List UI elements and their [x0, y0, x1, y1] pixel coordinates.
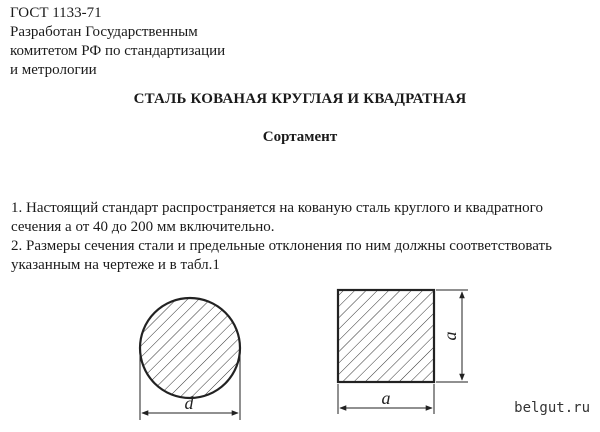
- developed-by-line-1: Разработан Государственным: [10, 24, 198, 40]
- developed-by-line-3: и метрологии: [10, 62, 97, 78]
- paragraph-2-line-1: 2. Размеры сечения стали и предельные отклонения по ним должны соответствовать: [11, 238, 552, 254]
- round-section-circle: [140, 298, 240, 398]
- round-section-drawing: [140, 298, 240, 420]
- standard-code: ГОСТ 1133-71: [10, 5, 102, 21]
- developed-by-line-2: комитетом РФ по стандартизации: [10, 43, 226, 59]
- document-subtitle: Сортамент: [262, 129, 338, 145]
- square-height-label: a: [440, 331, 460, 341]
- square-section-rect: [338, 290, 434, 382]
- round-diameter-label: d: [184, 393, 194, 413]
- square-width-label: a: [381, 388, 391, 408]
- square-section-drawing: [338, 290, 468, 414]
- watermark: belgut.ru: [514, 400, 590, 416]
- paragraph-1-line-1: 1. Настоящий стандарт распространяется на кованую сталь круглого и квадратного: [11, 200, 543, 216]
- paragraph-1-line-2: сечения а от 40 до 200 мм включительно.: [11, 219, 275, 235]
- paragraph-2-line-2: указанным на чертеже и в табл.1: [11, 257, 220, 273]
- document-title: СТАЛЬ КОВАНАЯ КРУГЛАЯ И КВАДРАТНАЯ: [133, 91, 467, 107]
